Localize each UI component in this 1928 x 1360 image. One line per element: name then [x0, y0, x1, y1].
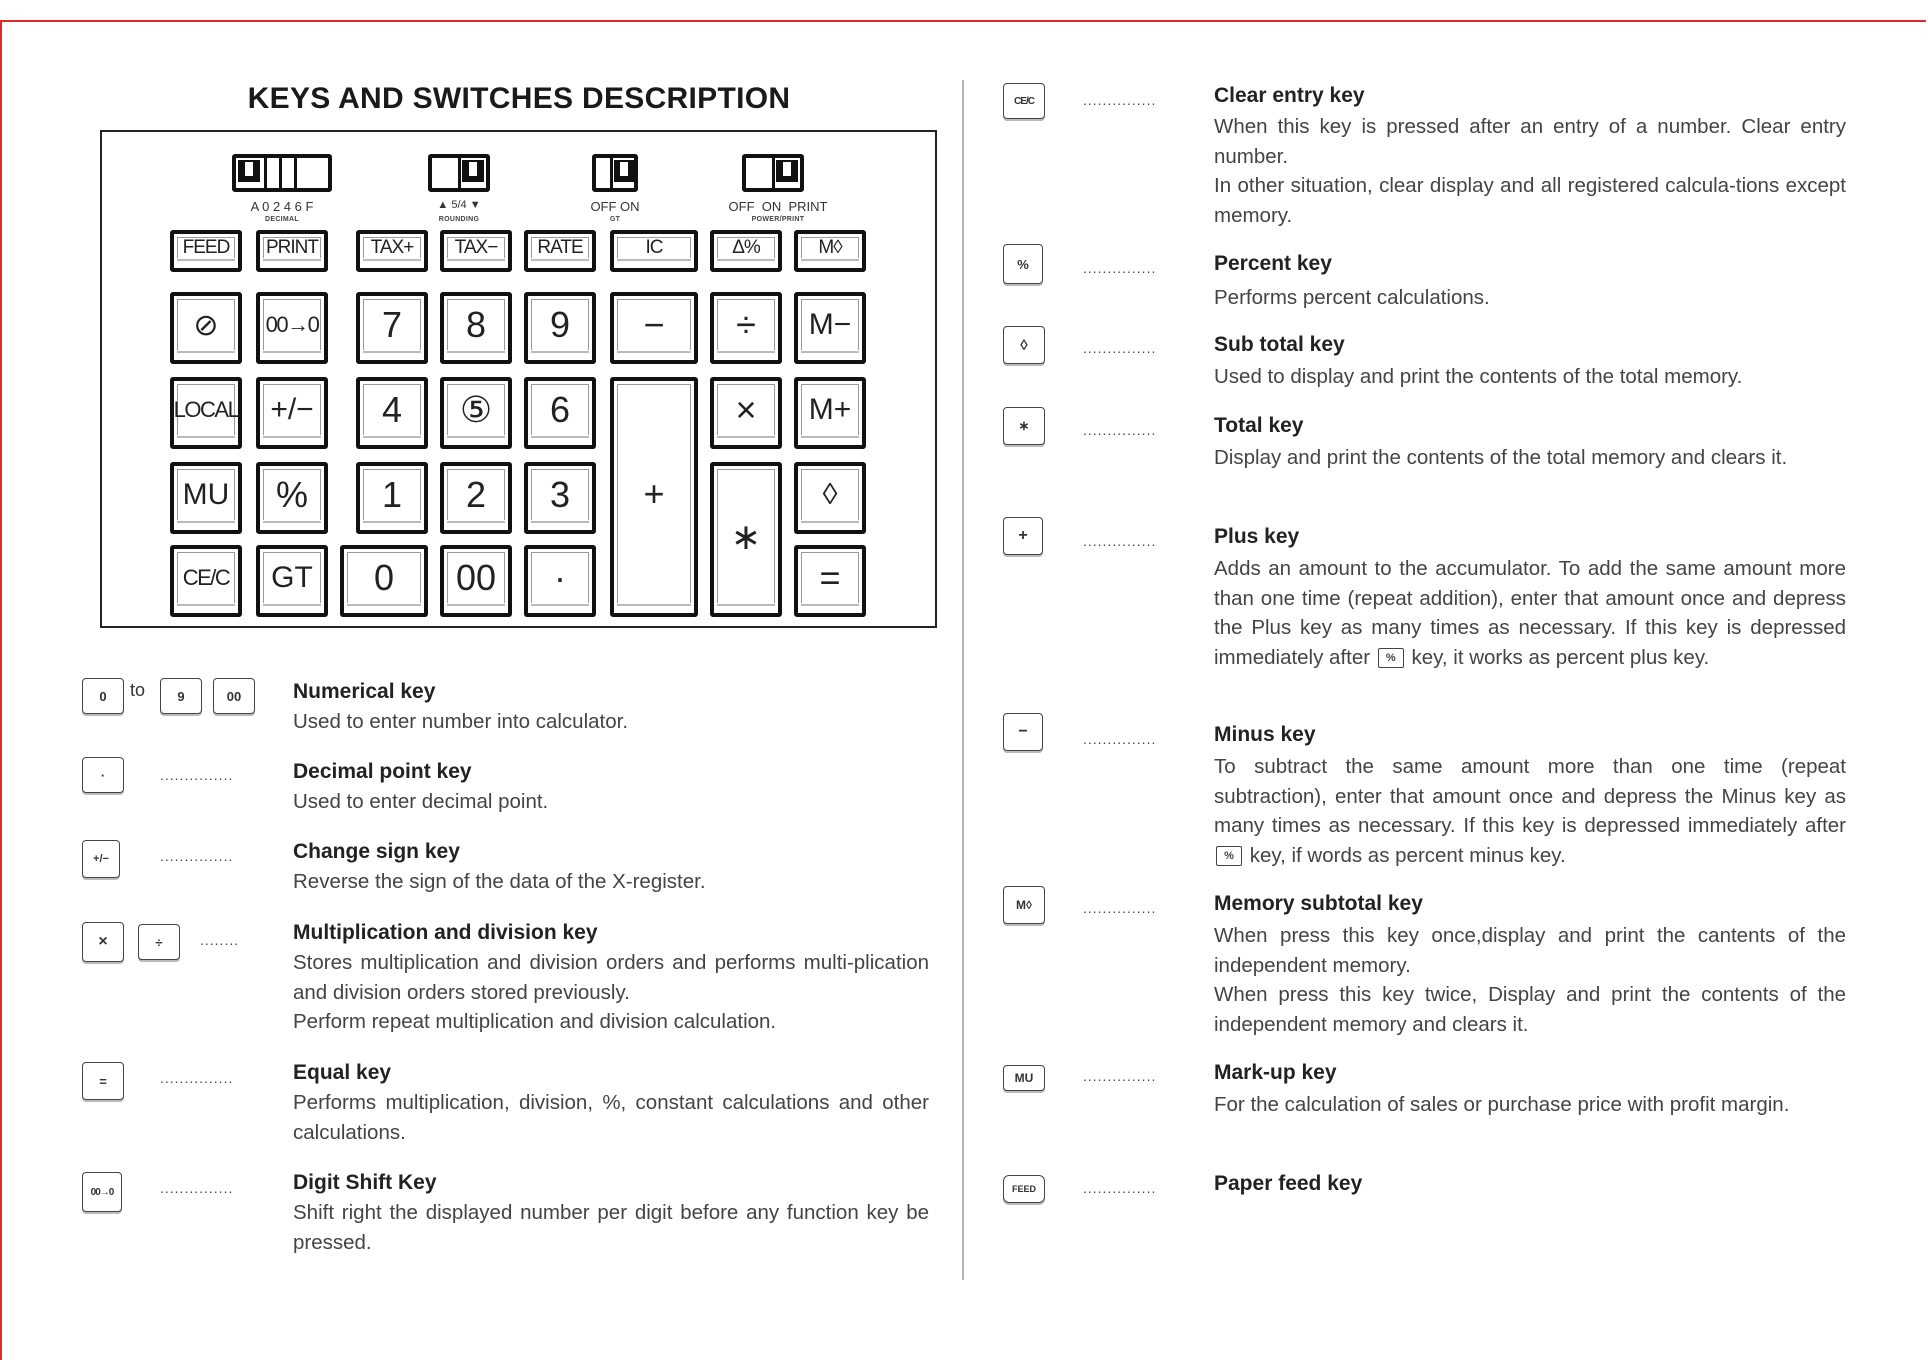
leader-dots: ...............	[1083, 260, 1157, 276]
entry-title: Clear entry key	[1214, 84, 1365, 107]
leader-dots: ........	[200, 932, 240, 948]
entry-body: For the calculation of sales or purchase price with profit margin.	[1214, 1093, 1790, 1116]
entry-body: Used to enter number into calculator.	[293, 710, 629, 733]
leader-dots: ...............	[1083, 92, 1157, 108]
switch-caption: POWER/PRINT	[751, 216, 805, 223]
entry-body: Performs multiplication, division, %, constant calculations and other calculations.	[293, 1091, 929, 1144]
key-0[interactable]: 0	[340, 545, 428, 617]
icon-key-total: ∗	[1003, 407, 1045, 445]
key-local[interactable]: LOCAL	[170, 377, 242, 449]
key-digit-shift[interactable]: 00→0	[256, 292, 328, 364]
entry-title: Mark-up key	[1214, 1061, 1337, 1084]
switch-positions: ▲ 5/4 ▼	[437, 199, 481, 211]
key-minus[interactable]: −	[610, 292, 698, 364]
key-delta-percent[interactable]: Δ%	[710, 230, 782, 272]
leader-dots: ...............	[1083, 422, 1157, 438]
icon-key-0: 0	[82, 678, 124, 714]
icon-key-feed: FEED	[1003, 1175, 1045, 1203]
entry-body-text: To subtract the same amount more than one time (repeat subtraction), enter that amount once and depress the Minus key as many times as necessary. If this key is depressed immediately after	[1214, 755, 1846, 837]
icon-key-plus: +	[1003, 517, 1043, 555]
key-feed[interactable]: FEED	[170, 230, 242, 272]
key-plus[interactable]: +	[610, 377, 698, 617]
page-title: KEYS AND SWITCHES DESCRIPTION	[247, 82, 791, 115]
connector-text: to	[130, 680, 146, 700]
entry-body: Display and print the contents of the total memory and clears it.	[1214, 446, 1788, 469]
switch-positions: OFF ON	[590, 199, 640, 214]
entry-title: Equal key	[293, 1061, 392, 1084]
leader-dots: ...............	[1083, 533, 1157, 549]
entry-title: Multiplication and division key	[293, 921, 598, 944]
key-clear-entry[interactable]: CE/C	[170, 545, 242, 617]
entry-title: Sub total key	[1214, 333, 1345, 356]
leader-dots: ...............	[1083, 340, 1157, 356]
key-tax-minus[interactable]: TAX−	[440, 230, 512, 272]
icon-key-percent-inline: %	[1378, 648, 1404, 668]
icon-key-memory-subtotal: M◊	[1003, 886, 1045, 924]
key-decimal-point[interactable]: ·	[524, 545, 596, 617]
key-mark-up[interactable]: MU	[170, 462, 242, 534]
key-6[interactable]: 6	[524, 377, 596, 449]
key-memory-plus[interactable]: M+	[794, 377, 866, 449]
key-paper-advance[interactable]: ⊘	[170, 292, 242, 364]
entry-title: Numerical key	[293, 680, 436, 703]
icon-key-multiply: ×	[82, 922, 124, 962]
key-4[interactable]: 4	[356, 377, 428, 449]
entry-body: Performs percent calculations.	[1214, 286, 1490, 309]
switch-knob-icon	[238, 160, 260, 182]
keypad-diagram	[100, 130, 937, 628]
leader-dots: ...............	[1083, 1068, 1157, 1084]
icon-key-minus: −	[1003, 713, 1043, 751]
key-grand-total[interactable]: GT	[256, 545, 328, 617]
key-multiply[interactable]: ×	[710, 377, 782, 449]
entry-title: Digit Shift Key	[293, 1171, 437, 1194]
key-print[interactable]: PRINT	[256, 230, 328, 272]
key-subtotal[interactable]: ◊	[794, 462, 866, 534]
key-8[interactable]: 8	[440, 292, 512, 364]
switch-knob-icon	[776, 160, 798, 182]
key-rate[interactable]: RATE	[524, 230, 596, 272]
icon-key-percent: %	[1003, 244, 1043, 284]
entry-title: Memory subtotal key	[1214, 892, 1423, 915]
leader-dots: ...............	[160, 1070, 234, 1086]
entry-title: Total key	[1214, 414, 1304, 437]
key-memory-minus[interactable]: M−	[794, 292, 866, 364]
key-3[interactable]: 3	[524, 462, 596, 534]
entry-body-text: Adds an amount to the accumulator. To add the same amount more than one time (repeat addition), enter that amount once and depress the Plus key as many times as necessary. If this key is depressed immediately after	[1214, 557, 1846, 669]
key-total[interactable]: ∗	[710, 462, 782, 617]
entry-body	[1214, 554, 1846, 672]
key-tax-plus[interactable]: TAX+	[356, 230, 428, 272]
key-ic[interactable]: IC	[610, 230, 698, 272]
switch-caption: ROUNDING	[438, 216, 480, 223]
key-9[interactable]: 9	[524, 292, 596, 364]
leader-dots: ...............	[160, 767, 234, 783]
leader-dots: ...............	[160, 1180, 234, 1196]
icon-key-divide: ÷	[138, 924, 180, 960]
key-7[interactable]: 7	[356, 292, 428, 364]
entry-body: Stores multiplication and division orders and performs multi-plication and division orders stored previously.	[293, 951, 929, 1004]
entry-body-text: key, it works as percent plus key.	[1411, 645, 1710, 669]
icon-key-digit-shift: 00→0	[82, 1172, 122, 1212]
icon-key-clear-entry: CE/C	[1003, 83, 1045, 119]
entry-body: When press this key once,display and print the cantents of the independent memory.	[1214, 924, 1846, 977]
entry-title: Plus key	[1214, 525, 1300, 548]
key-equal[interactable]: =	[794, 545, 866, 617]
key-divide[interactable]: ÷	[710, 292, 782, 364]
icon-key-9: 9	[160, 678, 202, 714]
entry-title: Change sign key	[293, 840, 460, 863]
switch-caption: DECIMAL	[265, 216, 299, 223]
entry-body: Shift right the displayed number per digit before any function key be pressed.	[293, 1201, 929, 1254]
key-5[interactable]: ⑤	[440, 377, 512, 449]
switch-knob-icon	[462, 160, 484, 182]
icon-key-decimal: ·	[82, 757, 124, 793]
entry-title: Minus key	[1214, 723, 1316, 746]
key-percent[interactable]: %	[256, 462, 328, 534]
icon-key-percent-inline: %	[1216, 846, 1242, 866]
key-1[interactable]: 1	[356, 462, 428, 534]
column-divider	[962, 80, 964, 1280]
switch-caption: GT	[609, 216, 621, 223]
entry-body-2: Perform repeat multiplication and division calculation.	[293, 1010, 777, 1033]
leader-dots: ...............	[1083, 731, 1157, 747]
leader-dots: ...............	[1083, 1180, 1157, 1196]
entry-title: Decimal point key	[293, 760, 472, 783]
key-change-sign[interactable]: +/−	[256, 377, 328, 449]
leader-dots: ...............	[160, 848, 234, 864]
switch-positions: OFF ON PRINT	[728, 199, 828, 214]
entry-title: Paper feed key	[1214, 1172, 1363, 1195]
switch-knob-icon	[614, 160, 634, 182]
key-2[interactable]: 2	[440, 462, 512, 534]
leader-dots: ...............	[1083, 900, 1157, 916]
entry-body-2: In other situation, clear display and all registered calcula-tions except memory.	[1214, 174, 1846, 227]
entry-body: When this key is pressed after an entry of a number. Clear entry number.	[1214, 115, 1846, 168]
icon-key-mark-up: MU	[1003, 1065, 1045, 1091]
icon-key-subtotal: ◊	[1003, 326, 1045, 364]
icon-key-change-sign: +/−	[82, 840, 120, 878]
entry-title: Percent key	[1214, 252, 1332, 275]
entry-body-2: When press this key twice, Display and print the contents of the independent memory and clears it.	[1214, 983, 1846, 1036]
entry-body	[1214, 752, 1846, 870]
switch-positions: A 0 2 4 6 F	[250, 199, 314, 214]
icon-key-equal: =	[82, 1062, 124, 1100]
key-memory-subtotal[interactable]: M◊	[794, 230, 866, 272]
icon-key-00: 00	[213, 678, 255, 714]
entry-body: Reverse the sign of the data of the X-register.	[293, 870, 706, 893]
entry-body-text: key, if words as percent minus key.	[1249, 843, 1566, 867]
entry-body: Used to enter decimal point.	[293, 790, 549, 813]
entry-body: Used to display and print the contents of the total memory.	[1214, 365, 1743, 388]
key-00[interactable]: 00	[440, 545, 512, 617]
